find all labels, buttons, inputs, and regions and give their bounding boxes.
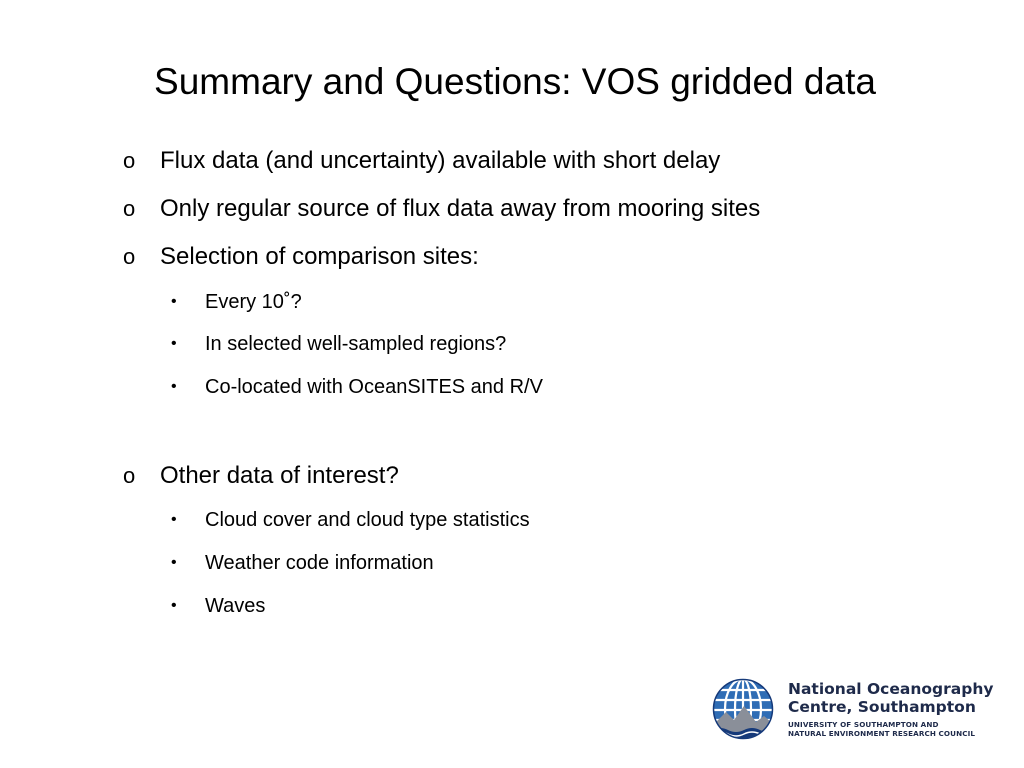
bullet-marker: o <box>123 148 136 173</box>
bullet-text: Flux data (and uncertainty) available with short delay <box>160 147 721 174</box>
bullet-marker: o <box>123 463 136 488</box>
bullet-text: Co-located with OceanSITES and R/V <box>205 376 543 398</box>
bullet-text: Weather code information <box>205 552 434 574</box>
slide-title: Summary and Questions: VOS gridded data <box>154 61 876 102</box>
bullet-text: Only regular source of flux data away from mooring sites <box>160 195 761 222</box>
bullet-text: In selected well-sampled regions? <box>205 333 507 355</box>
bullet-marker: • <box>171 378 177 395</box>
logo-sub-line1: UNIVERSITY OF SOUTHAMPTON AND <box>788 720 939 729</box>
logo-name <box>788 680 993 716</box>
bullet-marker: • <box>171 511 177 528</box>
bullet-text: Selection of comparison sites: <box>160 243 479 270</box>
logo-name-line2: Centre, Southampton <box>788 698 976 716</box>
logo-subtitle <box>788 720 975 738</box>
logo-name-line1: National Oceanography <box>788 680 994 698</box>
bullet-marker: o <box>123 196 136 221</box>
bullet-marker: • <box>171 335 177 352</box>
bullet-text: Every 10˚? <box>205 291 302 313</box>
bullet-text: Cloud cover and cloud type statistics <box>205 509 530 531</box>
bullet-marker: • <box>171 597 177 614</box>
globe-icon <box>712 676 778 742</box>
bullet-text: Waves <box>205 595 266 617</box>
bullet-text: Other data of interest? <box>160 462 399 489</box>
bullet-marker: • <box>171 554 177 571</box>
noc-logo <box>712 676 1002 742</box>
logo-sub-line2: NATURAL ENVIRONMENT RESEARCH COUNCIL <box>788 729 976 738</box>
bullet-marker: • <box>171 293 177 310</box>
bullet-marker: o <box>123 244 136 269</box>
